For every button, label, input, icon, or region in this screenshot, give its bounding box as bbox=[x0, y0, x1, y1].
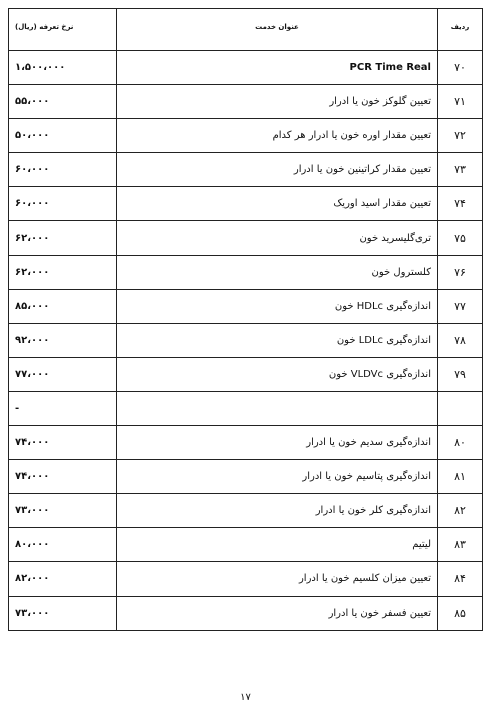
row-title: تعیین میزان کلسیم خون یا ادرار bbox=[117, 562, 438, 596]
row-price: ۱،۵۰۰،۰۰۰ bbox=[9, 51, 117, 85]
table-row bbox=[9, 255, 483, 289]
row-num: ۷۸ bbox=[438, 323, 483, 357]
table-row bbox=[9, 323, 483, 357]
row-price: ۸۵،۰۰۰ bbox=[9, 289, 117, 323]
row-price: ۶۰،۰۰۰ bbox=[9, 153, 117, 187]
tariff-table-body bbox=[9, 9, 483, 631]
row-title: تعیین مقدار کراتینین خون یا ادرار bbox=[117, 153, 438, 187]
row-title: اندازه‌گیری HDLc خون bbox=[117, 289, 438, 323]
row-num: ۷۶ bbox=[438, 255, 483, 289]
row-num: ۸۰ bbox=[438, 426, 483, 460]
row-num: ۷۲ bbox=[438, 119, 483, 153]
row-title: اندازه‌گیری LDLc خون bbox=[117, 323, 438, 357]
row-num: ۸۲ bbox=[438, 494, 483, 528]
table-row bbox=[9, 460, 483, 494]
table-row bbox=[9, 357, 483, 391]
row-price: ۸۰،۰۰۰ bbox=[9, 528, 117, 562]
row-title: کلسترول خون bbox=[117, 255, 438, 289]
row-num: ۷۷ bbox=[438, 289, 483, 323]
row-num: ۷۳ bbox=[438, 153, 483, 187]
table-row bbox=[9, 187, 483, 221]
row-title: PCR Time Real bbox=[117, 51, 438, 85]
row-num: ۷۰ bbox=[438, 51, 483, 85]
table-row bbox=[9, 51, 483, 85]
row-price: ۷۷،۰۰۰ bbox=[9, 357, 117, 391]
table-row bbox=[9, 85, 483, 119]
row-price: ۶۲،۰۰۰ bbox=[9, 255, 117, 289]
row-price: ۷۳،۰۰۰ bbox=[9, 494, 117, 528]
row-title: تعیین مقدار اوره خون یا ادرار هر کدام bbox=[117, 119, 438, 153]
table-row bbox=[9, 528, 483, 562]
row-title: اندازه‌گیری سدیم خون یا ادرار bbox=[117, 426, 438, 460]
row-price: - bbox=[9, 391, 117, 425]
row-price: ۹۲،۰۰۰ bbox=[9, 323, 117, 357]
row-price: ۶۲،۰۰۰ bbox=[9, 221, 117, 255]
header-price: نرخ تعرفه (ریال) bbox=[9, 9, 117, 51]
table-row bbox=[9, 119, 483, 153]
row-price: ۷۳،۰۰۰ bbox=[9, 596, 117, 630]
header-num: ردیف bbox=[438, 9, 483, 51]
table-row bbox=[9, 221, 483, 255]
row-num: ۸۴ bbox=[438, 562, 483, 596]
row-price: ۵۵،۰۰۰ bbox=[9, 85, 117, 119]
row-title: اندازه‌گیری پتاسیم خون یا ادرار bbox=[117, 460, 438, 494]
tariff-table bbox=[8, 8, 483, 631]
row-price: ۷۴،۰۰۰ bbox=[9, 460, 117, 494]
table-row bbox=[9, 494, 483, 528]
row-title: تعیین فسفر خون یا ادرار bbox=[117, 596, 438, 630]
row-title: اندازه‌گیری VLDVc خون bbox=[117, 357, 438, 391]
row-price: ۵۰،۰۰۰ bbox=[9, 119, 117, 153]
row-num: ۸۵ bbox=[438, 596, 483, 630]
table-header-row bbox=[9, 9, 483, 51]
row-price: ۷۴،۰۰۰ bbox=[9, 426, 117, 460]
row-num: ۸۳ bbox=[438, 528, 483, 562]
row-num: ۷۹ bbox=[438, 357, 483, 391]
row-title bbox=[117, 391, 438, 425]
row-title: تری‌گلیسرید خون bbox=[117, 221, 438, 255]
row-title: تعیین گلوکز خون یا ادرار bbox=[117, 85, 438, 119]
row-price: ۶۰،۰۰۰ bbox=[9, 187, 117, 221]
row-title: تعیین مقدار اسید اوریک bbox=[117, 187, 438, 221]
row-num: ۷۵ bbox=[438, 221, 483, 255]
row-num: ۸۱ bbox=[438, 460, 483, 494]
row-num: ۷۱ bbox=[438, 85, 483, 119]
table-row bbox=[9, 562, 483, 596]
row-price: ۸۲،۰۰۰ bbox=[9, 562, 117, 596]
table-row bbox=[9, 289, 483, 323]
table-row bbox=[9, 391, 483, 425]
row-title: لیتیم bbox=[117, 528, 438, 562]
page-number: ۱۷ bbox=[240, 692, 251, 703]
table-row bbox=[9, 153, 483, 187]
table-row bbox=[9, 596, 483, 630]
row-title: اندازه‌گیری کلر خون یا ادرار bbox=[117, 494, 438, 528]
row-num: ۷۴ bbox=[438, 187, 483, 221]
header-title: عنوان خدمت bbox=[117, 9, 438, 51]
row-num bbox=[438, 391, 483, 425]
table-row bbox=[9, 426, 483, 460]
